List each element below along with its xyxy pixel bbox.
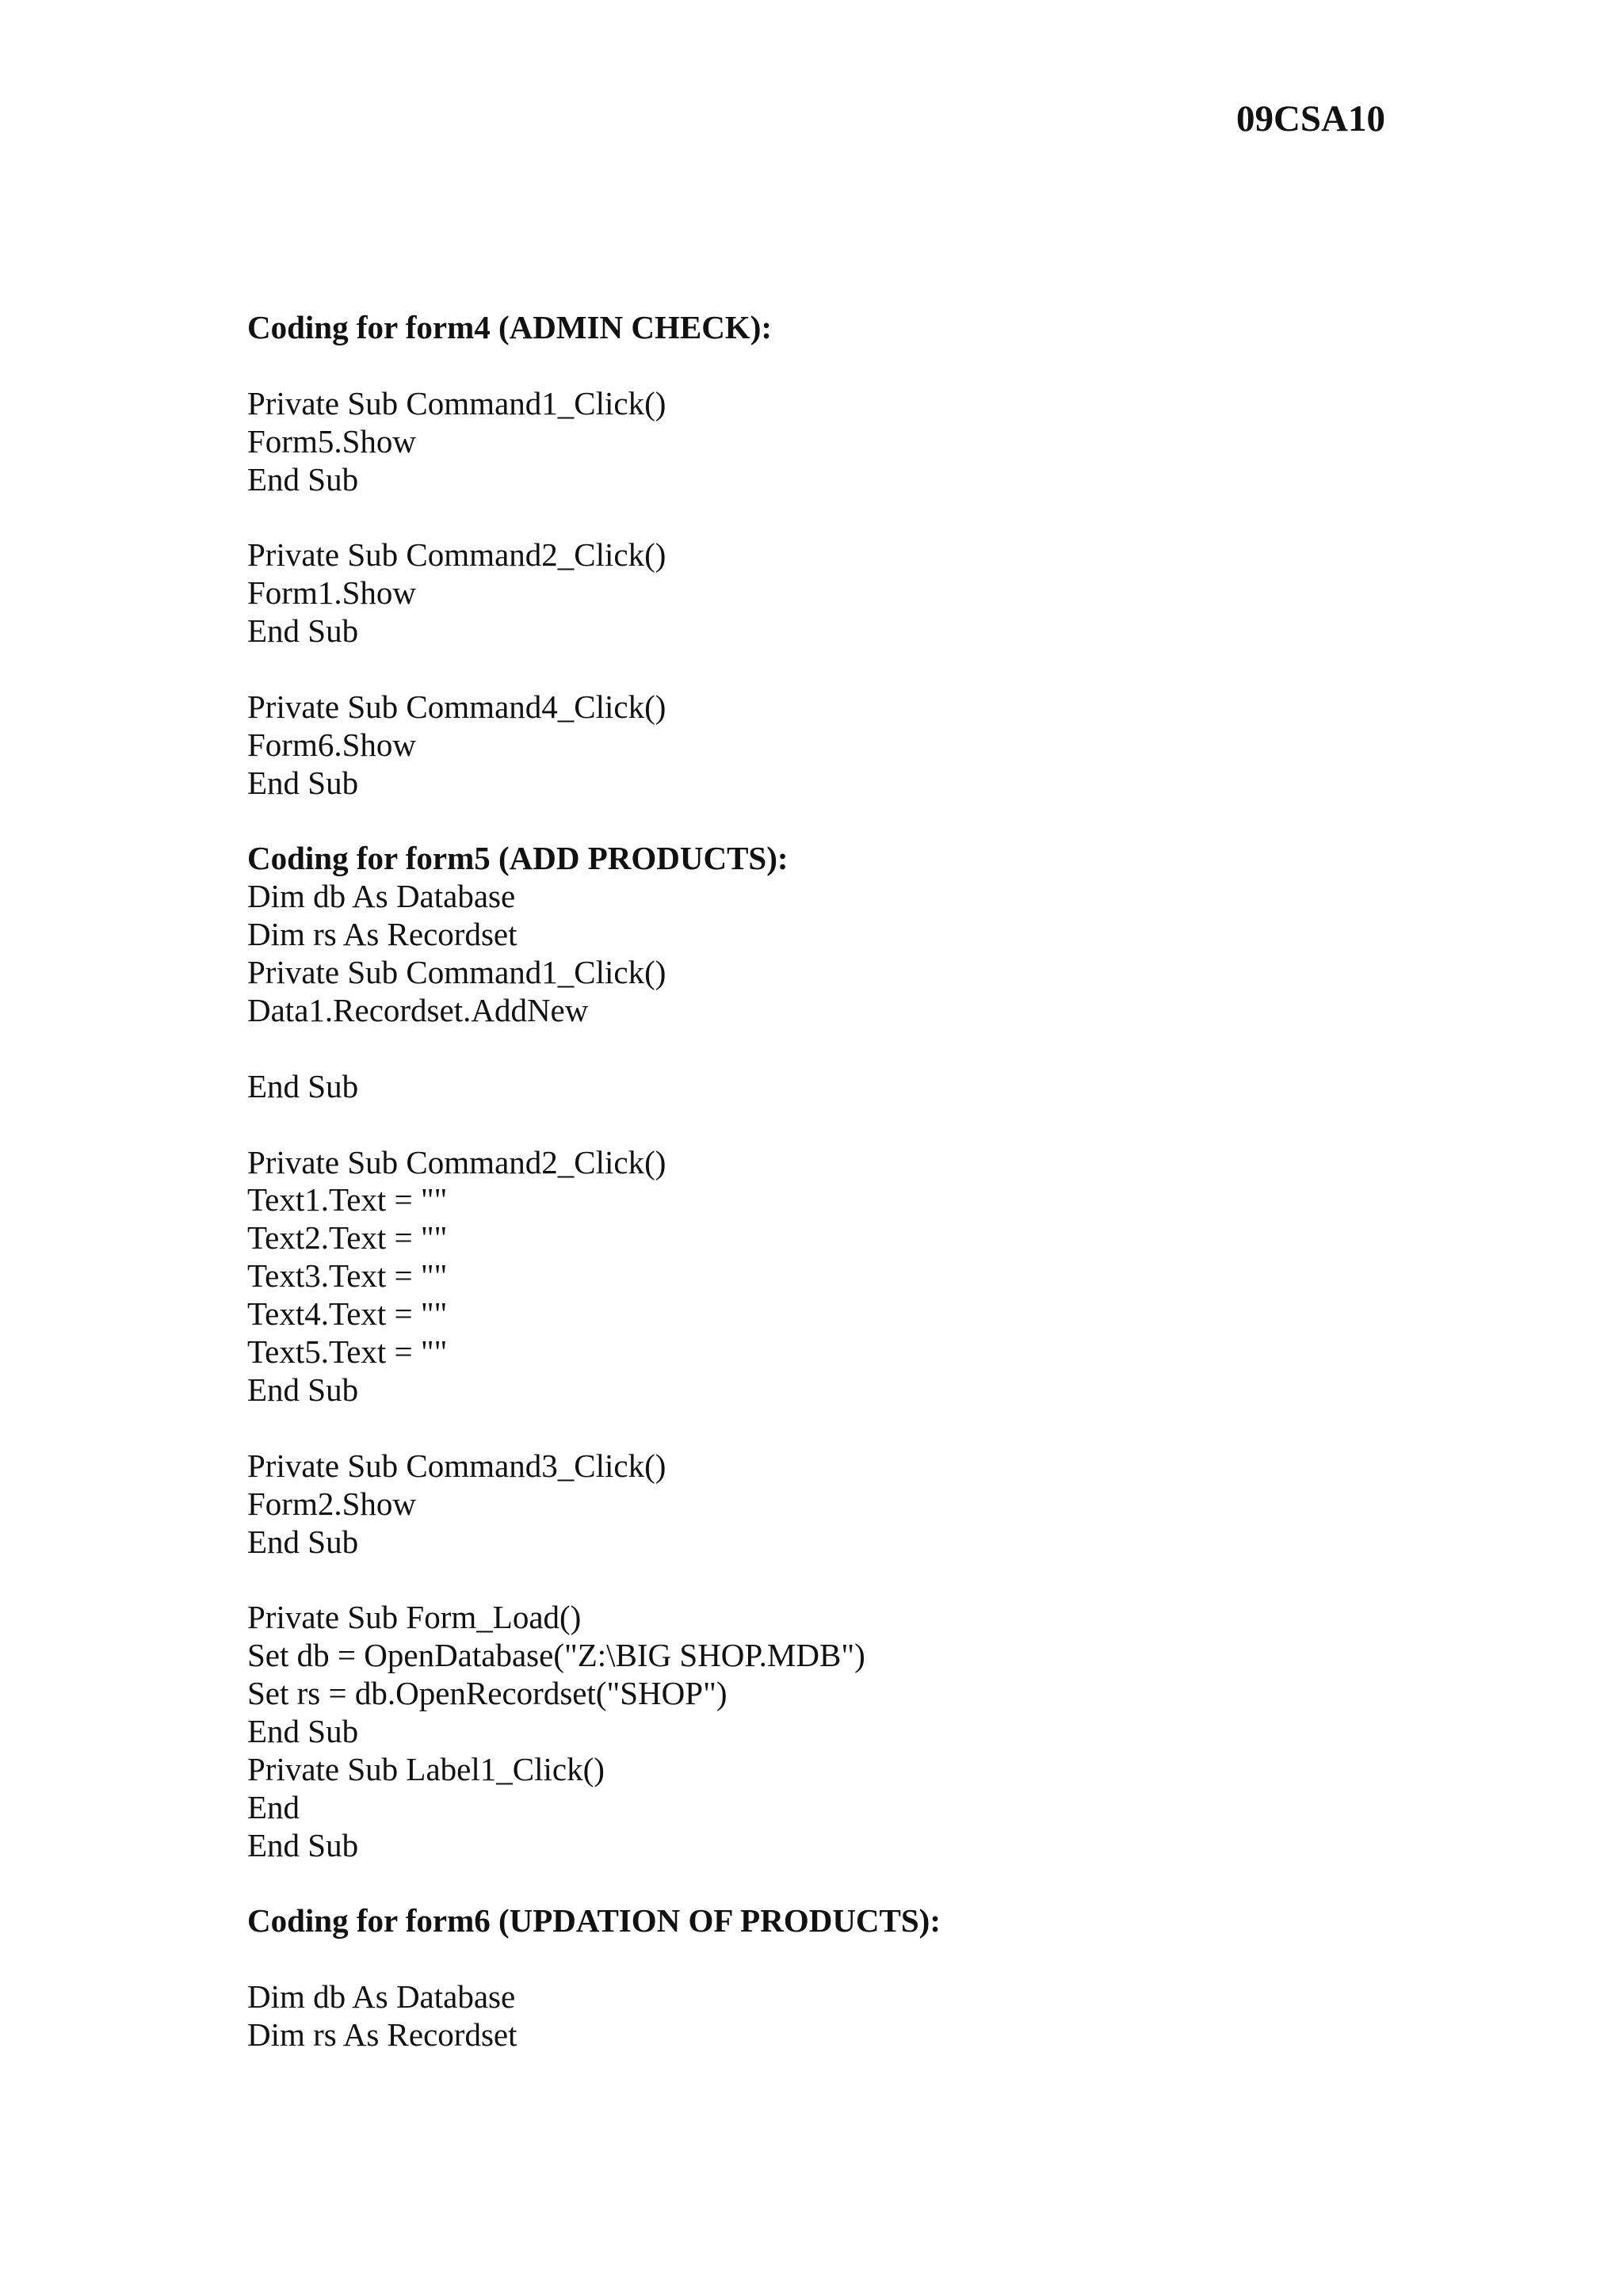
blank-line <box>247 1940 1436 1978</box>
code-line: End Sub <box>247 460 359 498</box>
blank-line <box>247 803 1436 841</box>
blank-line <box>247 1106 1436 1144</box>
section-heading: Coding for form6 (UPDATION OF PRODUCTS): <box>247 1902 941 1939</box>
blank-line <box>247 1409 1436 1447</box>
code-line: End Sub <box>247 1826 359 1863</box>
roll-number-header: 09CSA10 <box>1235 98 1385 139</box>
code-line: Data1.Recordset.AddNew <box>247 992 589 1029</box>
section-heading: Coding for form4 (ADMIN CHECK): <box>247 309 773 345</box>
code-line: Dim db As Database <box>247 878 516 915</box>
code-line: End Sub <box>247 1067 359 1104</box>
code-line: Dim rs As Recordset <box>247 916 517 953</box>
code-line: Private Sub Command3_Click() <box>247 1447 666 1484</box>
code-line: End Sub <box>247 1712 359 1749</box>
code-line: Private Sub Command1_Click() <box>247 954 666 991</box>
code-line: Form2.Show <box>247 1485 417 1522</box>
code-line: Dim rs As Recordset <box>247 2016 517 2054</box>
code-line: Text3.Text = "" <box>247 1257 448 1295</box>
code-line: Private Sub Command4_Click() <box>247 688 666 725</box>
code-line: Set db = OpenDatabase("Z:\BIG SHOP.MDB") <box>247 1637 865 1674</box>
code-line: End Sub <box>247 1523 359 1560</box>
code-line: Form5.Show <box>247 422 417 460</box>
code-line: End Sub <box>247 612 359 650</box>
code-line: Private Sub Command2_Click() <box>247 536 666 574</box>
blank-line <box>247 347 1436 385</box>
code-line: End <box>247 1788 300 1825</box>
code-line: Set rs = db.OpenRecordset("SHOP") <box>247 1675 727 1712</box>
code-line: Private Sub Label1_Click() <box>247 1750 605 1787</box>
blank-line <box>247 498 1436 536</box>
code-line: Text4.Text = "" <box>247 1295 448 1333</box>
code-line: Private Sub Command2_Click() <box>247 1143 666 1180</box>
code-line: Form6.Show <box>247 726 417 763</box>
blank-line <box>247 650 1436 688</box>
code-line: Dim db As Database <box>247 1978 516 2016</box>
code-line: Private Sub Form_Load() <box>247 1599 582 1636</box>
code-line: End Sub <box>247 1371 359 1408</box>
code-line: End Sub <box>247 764 359 801</box>
code-line: Text2.Text = "" <box>247 1219 448 1257</box>
blank-line <box>247 1561 1436 1599</box>
code-line: Text5.Text = "" <box>247 1333 448 1371</box>
code-line: Private Sub Command1_Click() <box>247 384 666 421</box>
code-line: Text1.Text = "" <box>247 1181 448 1219</box>
section-heading: Coding for form5 (ADD PRODUCTS): <box>247 840 789 877</box>
blank-line <box>247 1030 1436 1068</box>
code-listing <box>247 309 1436 2054</box>
blank-line <box>247 1865 1436 1903</box>
code-line: Form1.Show <box>247 574 417 612</box>
